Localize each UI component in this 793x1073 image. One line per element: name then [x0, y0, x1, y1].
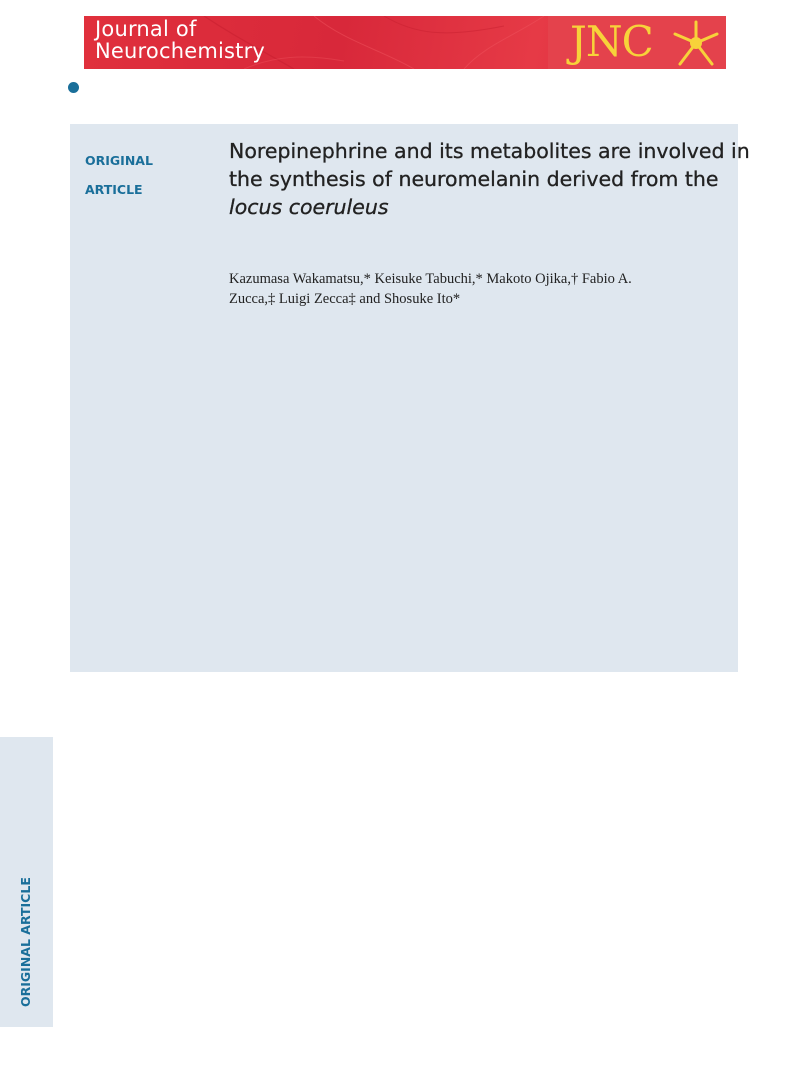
side-tab-label: ORIGINAL ARTICLE: [18, 877, 33, 1007]
section-label-line2: ARTICLE: [85, 182, 143, 197]
section-label: [85, 146, 195, 204]
jnc-logo-text: JNC: [570, 17, 653, 66]
jnc-logo: [548, 16, 726, 69]
author-list-line2: Zucca,‡ Luigi Zecca‡ and Shosuke Ito*: [229, 291, 461, 307]
journal-banner: [84, 16, 726, 69]
author-list: [229, 269, 709, 309]
side-tab: [0, 737, 53, 1027]
article-title: [229, 137, 750, 221]
journal-title-line2: Neurochemistry: [95, 39, 266, 63]
article-title-line1: Norepinephrine and its metabolites are involved in: [229, 139, 750, 163]
bullet-dot: [68, 82, 79, 93]
journal-title: [95, 18, 265, 62]
author-list-line1: Kazumasa Wakamatsu,* Keisuke Tabuchi,* Makoto Ojika,† Fabio A.: [229, 271, 632, 287]
article-title-line2: the synthesis of neuromelanin derived from the: [229, 167, 719, 191]
section-label-line1: ORIGINAL: [85, 153, 153, 168]
article-title-line3: locus coeruleus: [229, 195, 389, 219]
journal-title-line1: Journal of: [95, 17, 197, 41]
neuron-star-icon: [672, 20, 720, 66]
article-header-panel: [70, 124, 750, 672]
